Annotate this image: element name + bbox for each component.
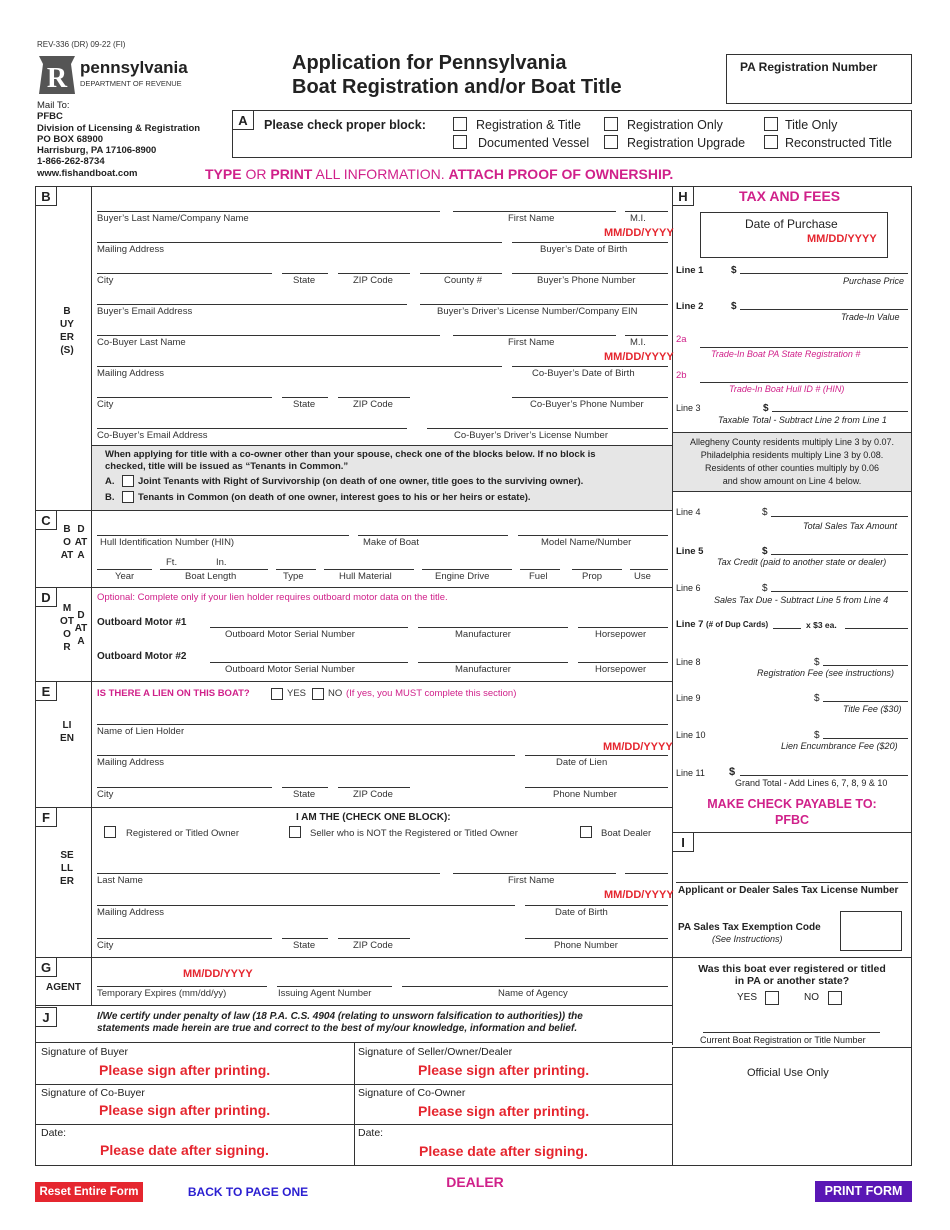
line7-rate: x $3 ea. [806, 620, 837, 630]
lien-state-label: State [293, 789, 316, 800]
lien-phone-label: Phone Number [553, 789, 617, 800]
county-note-4: and show amount on Line 4 below. [722, 476, 862, 486]
line2-dollar: $ [731, 301, 737, 312]
line3-caption: Taxable Total - Subtract Line 2 from Line 1 [718, 415, 887, 425]
motor2-label: Outboard Motor #2 [97, 651, 187, 662]
instruction-attach: ATTACH PROOF OF OWNERSHIP. [448, 166, 674, 182]
mail-line: www.fishandboat.com [37, 167, 138, 179]
section-e-letter: E [35, 681, 57, 701]
line10-label: Line 10 [676, 730, 706, 740]
seller-dob-label: Date of Birth [555, 907, 608, 918]
line5-label: Line 5 [676, 546, 704, 557]
line2a-label: 2a [676, 334, 687, 345]
section-c-vertical-boat: BOAT [60, 524, 74, 561]
section-g-letter: G [35, 957, 57, 977]
tenancy-note-line1: When applying for title with a co-owner other than your spouse, check one of the blocks below. If no block is [105, 449, 596, 460]
line5-dollar: $ [762, 546, 768, 557]
checkbox-seller-not-owner[interactable] [289, 826, 301, 838]
instruction-print: PRINT [270, 166, 313, 182]
boat-length-label: Boat Length [185, 571, 237, 582]
purchase-date-box[interactable] [700, 212, 888, 258]
mail-line: 1-866-262-8734 [37, 156, 105, 168]
checkbox-reconstructed-title[interactable] [764, 135, 778, 149]
pa-keystone-logo [37, 56, 77, 94]
instruction-type: TYPE [205, 166, 242, 182]
cobuyer-last-name-label: Co-Buyer Last Name [97, 337, 186, 348]
line4-label: Line 4 [676, 507, 701, 517]
line10-caption: Lien Encumbrance Fee ($20) [781, 741, 898, 751]
option-title-only: Title Only [785, 118, 838, 132]
make-of-boat-label: Make of Boat [363, 537, 419, 548]
section-f-letter: F [35, 807, 57, 827]
checkbox-tenants-in-common[interactable] [122, 491, 134, 503]
buyer-email-label: Buyer’s Email Address [97, 306, 193, 317]
official-use-label: Official Use Only [747, 1067, 829, 1079]
section-b-letter: B [35, 186, 57, 206]
motor1-manufacturer-label: Manufacturer [455, 629, 511, 640]
seller-city-label: City [97, 940, 114, 951]
line10-dollar: $ [814, 730, 820, 741]
logo-state: pennsylvania [80, 58, 188, 77]
lien-yes-label: YES [287, 688, 307, 699]
section-f-vertical-label: SELLER [60, 850, 74, 887]
section-c-vertical-data: DATA [74, 524, 88, 561]
signature-cobuyer-label: Signature of Co-Buyer [41, 1087, 145, 1099]
section-i-letter: I [672, 832, 694, 852]
mail-line: Harrisburg, PA 17106-8900 [37, 145, 157, 157]
cobuyer-mailing-label: Mailing Address [97, 368, 165, 379]
section-e-vertical-label: LIEN [60, 720, 74, 744]
tenancy-option-b: Tenants in Common (on death of one owner, interest goes to his or her heirs or estate). [138, 492, 531, 503]
signature-coowner-field[interactable]: Please sign after printing. [418, 1103, 590, 1119]
section-d-vertical-motor: MOTOR [60, 603, 74, 653]
motor1-serial-label: Outboard Motor Serial Number [225, 629, 355, 640]
purchase-date-label: Date of Purchase [745, 217, 838, 231]
type-print-instruction [205, 166, 673, 182]
exemption-code-field[interactable] [840, 911, 902, 951]
buyer-city-label: City [97, 275, 114, 286]
prior-registration-question-1: Was this boat ever registered or titled [698, 963, 886, 975]
line9-caption: Title Fee ($30) [843, 704, 902, 714]
section-d-vertical-data: DATA [74, 610, 88, 647]
lien-zip-label: ZIP Code [353, 789, 393, 800]
agency-name-label: Name of Agency [498, 988, 568, 999]
line9-label: Line 9 [676, 693, 701, 703]
exemption-code-note: (See Instructions) [712, 934, 783, 944]
right-column-divider [672, 186, 673, 1045]
option-registration-title: Registration & Title [476, 118, 581, 132]
checkbox-registration-only[interactable] [604, 117, 618, 131]
line1-label: Line 1 [676, 265, 704, 276]
length-ft-label: Ft. [166, 557, 178, 568]
line2a-caption: Trade-In Boat PA State Registration # [711, 349, 861, 359]
lien-holder-label: Name of Lien Holder [97, 726, 185, 737]
line8-label: Line 8 [676, 657, 701, 667]
cobuyer-dob-format: MM/DD/YYYY [604, 351, 674, 363]
prior-registration-question-2: in PA or another state? [734, 975, 850, 987]
year-label: Year [115, 571, 135, 582]
checkbox-registration-upgrade[interactable] [604, 135, 618, 149]
line11-caption: Grand Total - Add Lines 6, 7, 8, 9 & 10 [735, 778, 888, 788]
seller-opt-registered-owner: Registered or Titled Owner [126, 828, 239, 839]
hull-material-label: Hull Material [339, 571, 392, 582]
option-registration-upgrade: Registration Upgrade [627, 136, 746, 150]
seller-phone-label: Phone Number [554, 940, 618, 951]
payable-to-name: PFBC [774, 813, 810, 827]
buyer-mi-label: M.I. [630, 213, 646, 224]
seller-type-heading: I AM THE (CHECK ONE BLOCK): [296, 812, 451, 823]
option-registration-only: Registration Only [627, 118, 723, 132]
buyer-dob-label: Buyer’s Date of Birth [540, 244, 628, 255]
signature-buyer-field[interactable]: Please sign after printing. [99, 1062, 271, 1078]
svg-text:R: R [46, 63, 68, 94]
temp-expires-format: MM/DD/YYYY [183, 968, 253, 980]
checkbox-documented-vessel[interactable] [453, 135, 467, 149]
mail-line: PFBC [37, 111, 63, 123]
line1-dollar: $ [731, 265, 737, 276]
tenancy-note-line2: checked, title will be issued as “Tenants in Common.” [105, 461, 349, 472]
section-a-letter: A [232, 110, 254, 130]
motor-optional-note: Optional: Complete only if your lien holder requires outboard motor data on the title. [97, 592, 448, 603]
checkbox-registered-owner[interactable] [104, 826, 116, 838]
cobuyer-zip-label: ZIP Code [353, 399, 393, 410]
checkbox-joint-tenants[interactable] [122, 475, 134, 487]
motor1-horsepower-label: Horsepower [595, 629, 647, 640]
line6-dollar: $ [762, 583, 768, 594]
buyer-zip-label: ZIP Code [353, 275, 393, 286]
cobuyer-mi-label: M.I. [630, 337, 646, 348]
line6-caption: Sales Tax Due - Subtract Line 5 from Line 4 [714, 595, 889, 605]
date-buyer-label: Date: [41, 1127, 67, 1139]
signature-cobuyer-field[interactable]: Please sign after printing. [99, 1102, 271, 1118]
seller-dob-format: MM/DD/YYYY [604, 889, 674, 901]
type-label: Type [283, 571, 304, 582]
seller-opt-not-owner: Seller who is NOT the Registered or Titled Owner [310, 828, 518, 839]
seller-state-label: State [293, 940, 316, 951]
prop-label: Prop [582, 571, 603, 582]
lien-date-format: MM/DD/YYYY [603, 741, 673, 753]
certification-line2: statements made herein are true and correct to the best of my/our knowledge, information and belief. [97, 1023, 578, 1034]
current-registration-label: Current Boat Registration or Title Number [700, 1035, 866, 1045]
seller-opt-dealer: Boat Dealer [601, 828, 652, 839]
date-buyer-field[interactable]: Please date after signing. [100, 1142, 269, 1158]
instruction-or: OR [241, 166, 271, 182]
section-d-letter: D [35, 587, 57, 607]
option-documented-vessel: Documented Vessel [478, 136, 590, 150]
prior-no-label: NO [804, 992, 819, 1003]
fuel-label: Fuel [529, 571, 548, 582]
issuing-agent-label: Issuing Agent Number [278, 988, 372, 999]
seller-last-name-label: Last Name [97, 875, 143, 886]
back-to-page-one-button[interactable]: BACK TO PAGE ONE [187, 1185, 309, 1199]
line2-caption: Trade-In Value [841, 312, 900, 322]
signature-seller-field[interactable]: Please sign after printing. [418, 1062, 590, 1078]
cobuyer-state-label: State [293, 399, 316, 410]
checkbox-title-only[interactable] [764, 117, 778, 131]
cobuyer-city-label: City [97, 399, 114, 410]
mail-line: PO BOX 68900 [37, 133, 104, 145]
certification-line1: I/We certify under penalty of law (18 P.A. C.S. 4904 (relating to unsworn falsification to authorities)) the [97, 1011, 583, 1022]
model-label: Model Name/Number [541, 537, 632, 548]
line7-label: Line 7 [676, 619, 704, 630]
county-note-1: Allegheny County residents multiply Line 3 by 0.07. [689, 437, 895, 447]
line6-label: Line 6 [676, 583, 701, 593]
motor1-label: Outboard Motor #1 [97, 617, 187, 628]
line3-dollar: $ [763, 403, 769, 414]
section-h-letter: H [672, 186, 694, 206]
lien-no-label: NO [328, 688, 343, 699]
signature-seller-label: Signature of Seller/Owner/Dealer [358, 1046, 513, 1058]
line8-caption: Registration Fee (see instructions) [757, 668, 895, 678]
mail-to-address [37, 100, 200, 179]
dealer-label: DEALER [446, 1174, 504, 1190]
logo-dept: DEPARTMENT OF REVENUE [80, 79, 182, 88]
buyer-mailing-label: Mailing Address [97, 244, 165, 255]
buyer-state-label: State [293, 275, 316, 286]
lien-mailing-label: Mailing Address [97, 757, 165, 768]
motor2-serial-label: Outboard Motor Serial Number [225, 664, 355, 675]
buyer-phone-label: Buyer’s Phone Number [537, 275, 636, 286]
section-a-prompt: Please check proper block: [264, 118, 426, 132]
tenancy-option-a: Joint Tenants with Right of Survivorship (on death of one owner, title goes to the surviving owner). [138, 476, 584, 487]
tenancy-option-b-letter: B. [105, 492, 115, 503]
line4-dollar: $ [762, 507, 768, 518]
hin-label: Hull Identification Number (HIN) [100, 537, 235, 548]
line7-dup-cards: (# of Dup Cards) [706, 620, 769, 629]
lien-city-label: City [97, 789, 114, 800]
use-label: Use [634, 571, 651, 582]
cobuyer-phone-label: Co-Buyer’s Phone Number [530, 399, 644, 410]
signature-coowner-label: Signature of Co-Owner [358, 1087, 466, 1099]
buyer-dob-format: MM/DD/YYYY [604, 227, 674, 239]
payable-to-label: MAKE CHECK PAYABLE TO: [707, 797, 877, 811]
exemption-code-label: PA Sales Tax Exemption Code [678, 922, 821, 933]
motor2-horsepower-label: Horsepower [595, 664, 647, 675]
lien-note: (If yes, you MUST complete this section) [346, 688, 517, 699]
tenancy-option-a-letter: A. [105, 476, 115, 487]
instruction-all: ALL INFORMATION. [312, 166, 449, 182]
form-title-line1: Application for Pennsylvania [292, 52, 567, 74]
seller-first-name-label: First Name [508, 875, 555, 886]
line11-dollar: $ [729, 766, 736, 778]
checkbox-lien-yes[interactable] [271, 688, 283, 700]
mail-line: Mail To: [37, 100, 70, 111]
line9-dollar: $ [814, 693, 820, 704]
purchase-date-format: MM/DD/YYYY [807, 233, 877, 245]
signature-buyer-label: Signature of Buyer [41, 1046, 128, 1058]
checkbox-registration-title[interactable] [453, 117, 467, 131]
seller-zip-label: ZIP Code [353, 940, 393, 951]
checkbox-boat-dealer[interactable] [580, 826, 592, 838]
cobuyer-first-name-label: First Name [508, 337, 555, 348]
checkbox-lien-no[interactable] [312, 688, 324, 700]
left-label-column-divider [91, 186, 92, 1005]
section-j-letter: J [35, 1007, 57, 1027]
line2b-caption: Trade-In Boat Hull ID # (HIN) [729, 384, 845, 394]
lien-question: IS THERE A LIEN ON THIS BOAT? [97, 688, 250, 699]
dealer-tax-license-label: Applicant or Dealer Sales Tax License Number [678, 885, 899, 896]
buyer-last-name-label: Buyer’s Last Name/Company Name [97, 213, 249, 224]
cobuyer-email-label: Co-Buyer’s Email Address [97, 430, 208, 441]
section-b-vertical-label: BUYER(S) [60, 306, 74, 356]
lien-date-label: Date of Lien [556, 757, 608, 768]
motor2-manufacturer-label: Manufacturer [455, 664, 511, 675]
cobuyer-license-label: Co-Buyer’s Driver’s License Number [454, 430, 608, 441]
prior-yes-label: YES [737, 992, 758, 1003]
pa-registration-number-box[interactable] [726, 54, 912, 104]
buyer-license-label: Buyer’s Driver’s License Number/Company EIN [437, 306, 638, 317]
cobuyer-dob-label: Co-Buyer’s Date of Birth [532, 368, 635, 379]
engine-drive-label: Engine Drive [435, 571, 490, 582]
length-in-label: In. [216, 557, 227, 568]
tax-fees-title: TAX AND FEES [739, 188, 841, 204]
county-note-2: Philadelphia residents multiply Line 3 by 0.08. [700, 450, 884, 460]
county-note-3: Residents of other counties multiply by 0.06 [704, 463, 880, 473]
checkbox-prior-yes[interactable] [765, 991, 779, 1005]
line4-caption: Total Sales Tax Amount [803, 521, 898, 531]
form-title-line2: Boat Registration and/or Boat Title [292, 76, 622, 98]
print-form-button[interactable]: PRINT FORM [815, 1181, 912, 1202]
buyer-county-label: County # [444, 275, 483, 286]
line8-dollar: $ [814, 657, 820, 668]
option-reconstructed-title: Reconstructed Title [785, 136, 892, 150]
line2-label: Line 2 [676, 301, 704, 312]
date-seller-label: Date: [358, 1127, 384, 1139]
checkbox-prior-no[interactable] [828, 991, 842, 1005]
line5-caption: Tax Credit (paid to another state or dealer) [717, 557, 887, 567]
line1-caption: Purchase Price [843, 276, 905, 286]
temp-expires-label: Temporary Expires (mm/dd/yy) [97, 988, 227, 999]
pa-registration-number-label: PA Registration Number [740, 60, 878, 74]
mail-line: Division of Licensing & Registration [37, 122, 201, 134]
line2b-label: 2b [676, 370, 687, 381]
buyer-first-name-label: First Name [508, 213, 555, 224]
date-seller-field[interactable]: Please date after signing. [419, 1143, 588, 1159]
section-c-letter: C [35, 510, 57, 530]
seller-mailing-label: Mailing Address [97, 907, 165, 918]
line3-label: Line 3 [676, 403, 701, 413]
form-code: REV-336 (DR) 09-22 (FI) [37, 40, 126, 49]
section-g-agent-label: AGENT [46, 982, 81, 993]
reset-form-button[interactable]: Reset Entire Form [35, 1182, 143, 1202]
line11-label: Line 11 [676, 768, 705, 778]
